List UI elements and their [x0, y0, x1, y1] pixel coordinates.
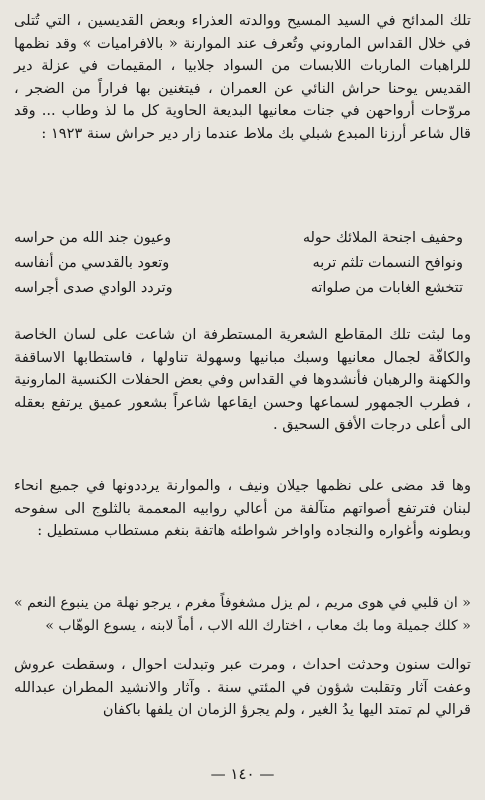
- hymn-line: « ان قلبي في هوى مريم ، لم يزل مشغوفاً مغرم ، يرجو نهلة من ينبوع النعم »: [13, 595, 471, 611]
- verse-first-half: ونوافح النسمات تلثم تربه: [312, 255, 463, 271]
- verse-second-half: وتعود بالقدسي من أنفاسه: [14, 255, 170, 271]
- hymn-line: « كلك جميلة وما بك معاب ، اختارك الله الاب ، أماً لابنه ، يسوع الوهّاب »: [45, 617, 471, 634]
- poem-verse: [14, 276, 463, 301]
- paragraph-2: [14, 324, 471, 437]
- paragraph-text: وها قد مضى على نظمها جيلان ونيف ، والموارنة يرددونها في جميع انحاء لبنان فترتفع أصواتهم متآلفة من أعالي روابيه المعممة بالثلوج الى سفوحه وبطونه وأغواره والنجاده واواخر شواطئه هاتفة بنغم مستطاب مستطيل :: [14, 477, 471, 539]
- paragraph-3: [14, 475, 471, 543]
- quoted-hymn: [14, 592, 471, 637]
- poem-verse: [14, 226, 463, 251]
- paragraph-text: توالت سنون وحدثت احداث ، ومرت عبر وتبدلت احوال ، وسقطت عروش وعفت آثار وتقلبت شؤون في المئتي سنة . وآثار والانشيد المطران عبدالله قرالي لم تمتد اليها يدُ الغير ، ولم يجرؤ الزمان ان يلفها باكفان: [14, 656, 471, 718]
- paragraph-4: [14, 654, 471, 722]
- poem-verse: [14, 251, 463, 276]
- verse-second-half: وتردد الوادي صدى أجراسه: [14, 280, 173, 296]
- paragraph-1: [14, 10, 471, 145]
- verse-second-half: وعيون جند الله من حراسه: [14, 230, 172, 246]
- verse-first-half: وحفيف اجنحة الملائك حوله: [302, 230, 463, 246]
- paragraph-text: تلك المدائح في السيد المسيح ووالدته العذراء وبعض القديسين ، التي تُتلى في خلال القداس الماروني وتُعرف عند الموارنة « بالافراميات » وقد نظمها للراهبات الماربات اللابسات من السواد جلابيا ، المقيمات في عزلة دير القديس يوحنا حراش النائي عن العمران ، فيتغنين بها فراراً من الضجر ، مروّحات أرواحهن في جنات معانيها البديعة الحاوية كل ما لذ وطاب ... وقد قال شاعر أرزنا المبدع شبلي بك ملاط عندما زار دير حراش سنة ١٩٢٣ :: [14, 12, 471, 142]
- page-number: — ١٤٠ —: [210, 765, 275, 783]
- poem-block: [14, 226, 463, 301]
- paragraph-text: وما لبثت تلك المقاطع الشعرية المستطرفة ان شاعت على لسان الخاصة والكافّة لجمال معانيها وسبك مبانيها وسهولة تناولها ، فاستطابها الاساقفة والكهنة والرهبان فأنشدوها في القداس وفي بعض الحفلات الكنسية المارونية ، فطرب الجمهور لسماعها وحسن ايقاعها شاعراً بشعور عميق يرتفع بعقله الى أعلى درجات الأفق السحيق .: [14, 326, 471, 433]
- verse-first-half: تتخشع الغابات من صلواته: [310, 280, 463, 296]
